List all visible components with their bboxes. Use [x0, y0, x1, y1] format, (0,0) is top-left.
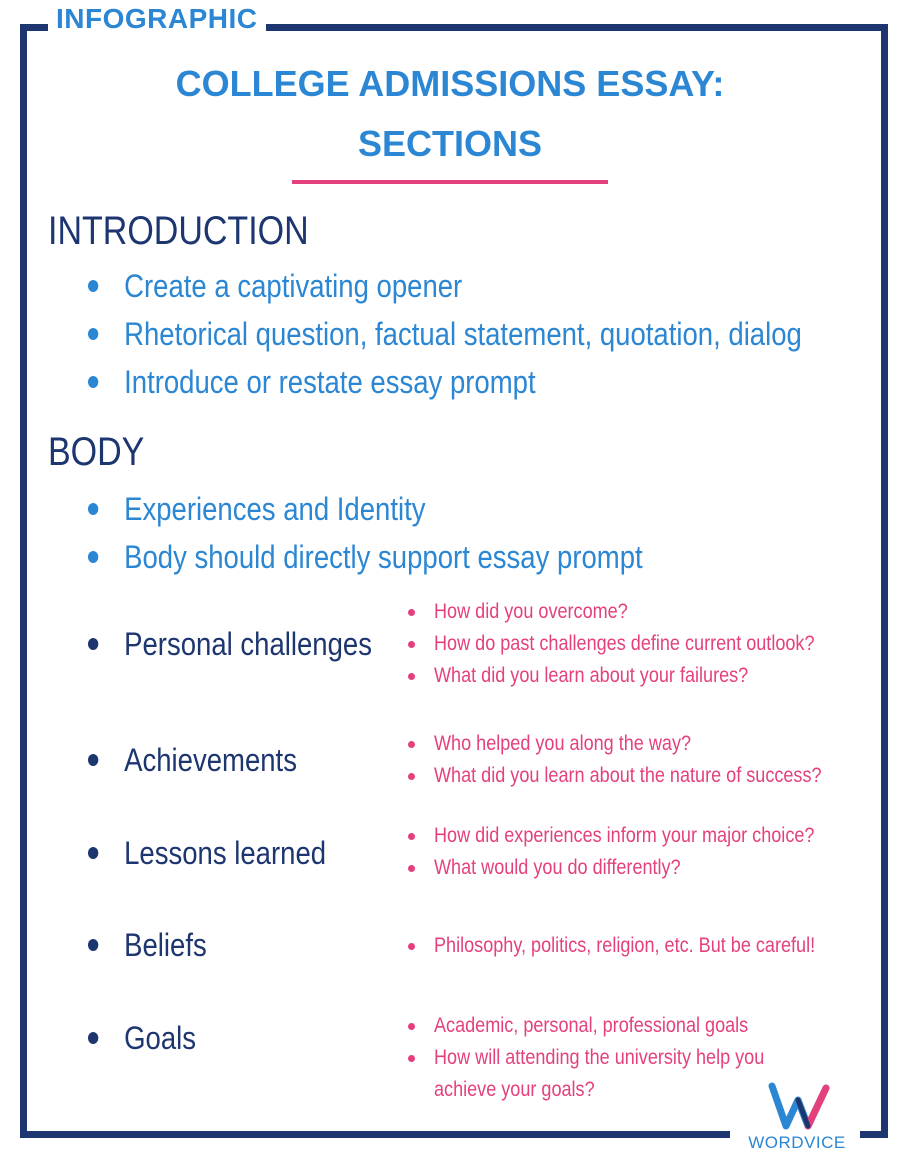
topic-beliefs	[88, 925, 207, 965]
question-item: What did you learn about your failures?	[406, 660, 876, 692]
body-bullet-text: Body should directly support essay prompt	[124, 539, 643, 575]
intro-bullet-2	[88, 314, 802, 354]
question-item: How did you overcome?	[406, 596, 876, 628]
topic-lessons-learned	[88, 833, 327, 873]
intro-bullet-text: Rhetorical question, factual statement, quotation, dialog	[124, 316, 802, 352]
topic-goals	[88, 1018, 197, 1058]
lessons-learned-questions	[406, 820, 876, 884]
personal-challenges-questions	[406, 596, 876, 692]
body-bullet-1	[88, 489, 426, 529]
question-item: Academic, personal, professional goals	[406, 1010, 818, 1042]
topic-personal-challenges	[88, 624, 372, 664]
question-item: What did you learn about the nature of success?	[406, 760, 885, 792]
infographic-tag: INFOGRAPHIC	[48, 2, 266, 36]
infographic-frame	[20, 24, 888, 1138]
intro-bullet-text: Introduce or restate essay prompt	[124, 364, 536, 400]
question-item: Who helped you along the way?	[406, 728, 885, 760]
intro-bullet-text: Create a captivating opener	[124, 268, 463, 304]
topic-label: Lessons learned	[124, 835, 327, 871]
question-item: How did experiences inform your major choice?	[406, 820, 876, 852]
topic-label: Beliefs	[124, 927, 207, 963]
body-bullet-text: Experiences and Identity	[124, 491, 426, 527]
question-item: Philosophy, politics, religion, etc. But be careful!	[406, 930, 877, 962]
question-item: How do past challenges define current outlook?	[406, 628, 876, 660]
intro-bullet-1	[88, 266, 463, 306]
topic-label: Personal challenges	[124, 626, 372, 662]
brand-name: WORDVICE	[748, 1133, 846, 1152]
intro-bullet-3	[88, 362, 536, 402]
beliefs-questions	[406, 930, 877, 962]
topic-achievements	[88, 740, 297, 780]
question-item: What would you do differently?	[406, 852, 876, 884]
body-heading: BODY	[48, 430, 145, 474]
introduction-heading: INTRODUCTION	[48, 209, 309, 253]
topic-label: Achievements	[124, 742, 297, 778]
title-underline	[292, 180, 608, 184]
achievements-questions	[406, 728, 885, 792]
topic-label: Goals	[124, 1020, 197, 1056]
question-item: How will attending the university help you	[406, 1042, 818, 1074]
page-title-line-2: SECTIONS	[357, 123, 543, 164]
page-title-line-1: COLLEGE ADMISSIONS ESSAY:	[175, 63, 725, 104]
question-item-continued: achieve your goals?	[434, 1078, 595, 1101]
body-bullet-2	[88, 537, 643, 577]
